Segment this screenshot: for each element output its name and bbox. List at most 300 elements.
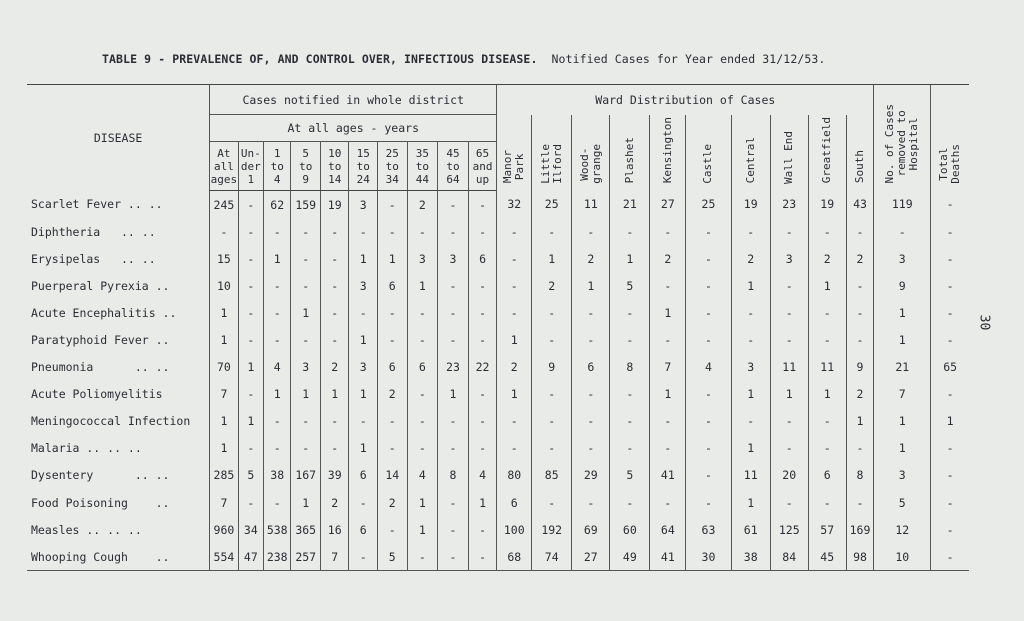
table-cell: - (808, 299, 846, 326)
disease-name: Dysentery .. .. (31, 468, 170, 483)
table-cell: - (686, 218, 731, 245)
disease-name: Meningococcal Infection (31, 414, 191, 429)
table-cell: - (407, 408, 438, 435)
table-cell: - (532, 381, 572, 408)
table-cell: 4 (263, 354, 290, 381)
table-cell: 21 (610, 191, 650, 219)
table-cell: 2 (320, 354, 349, 381)
table-cell: - (846, 299, 874, 326)
table-cell: - (931, 299, 969, 326)
table-cell: 3 (770, 245, 808, 272)
table-cell: - (650, 408, 686, 435)
ward-header: Plashet (610, 115, 650, 191)
table-cell: - (349, 408, 378, 435)
table-cell: 1 (846, 408, 874, 435)
ward-distribution-header: Ward Distribution of Cases (497, 85, 874, 115)
table-cell: 2 (497, 354, 532, 381)
table-cell: 1 (407, 489, 438, 516)
table-cell: 1 (808, 381, 846, 408)
table-cell: - (650, 272, 686, 299)
table-cell: 60 (610, 516, 650, 543)
table-cell: - (468, 543, 497, 571)
table-cell: - (407, 381, 438, 408)
table-cell: 7 (210, 489, 239, 516)
table-cell: 1 (731, 272, 770, 299)
age-group-header: 10 to 14 (320, 142, 349, 191)
table-cell: 2 (650, 245, 686, 272)
table-cell: - (263, 408, 290, 435)
table-cell: - (349, 543, 378, 571)
table-cell: - (686, 462, 731, 489)
table-cell: - (650, 326, 686, 353)
table-cell: 538 (263, 516, 290, 543)
table-cell: 1 (238, 408, 263, 435)
table-cell: - (438, 543, 469, 571)
table-cell: - (407, 326, 438, 353)
age-group-header: Un- der 1 (238, 142, 263, 191)
table-cell: - (377, 516, 407, 543)
table-cell: 1 (572, 272, 610, 299)
table-cell: 6 (349, 516, 378, 543)
cases-notified-header: Cases notified in whole district (210, 85, 497, 115)
disease-name: Puerperal Pyrexia .. (31, 278, 170, 293)
table-cell: 159 (291, 191, 321, 219)
table-cell: - (650, 435, 686, 462)
table-cell: 1 (731, 435, 770, 462)
table-cell: - (497, 272, 532, 299)
table-cell: - (320, 245, 349, 272)
table-cell: - (263, 326, 290, 353)
table-cell: - (238, 272, 263, 299)
page-number: 30 (976, 314, 992, 331)
table-cell: 70 (210, 354, 239, 381)
table-cell: - (438, 435, 469, 462)
table-row (27, 354, 969, 381)
table-cell: 1 (349, 326, 378, 353)
table-cell: - (291, 408, 321, 435)
table-cell: 19 (808, 191, 846, 219)
table-cell: - (238, 191, 263, 219)
table-cell: 23 (770, 191, 808, 219)
table-cell: - (770, 218, 808, 245)
table-cell: 64 (650, 516, 686, 543)
table-cell: - (438, 516, 469, 543)
table-cell: 1 (497, 381, 532, 408)
table-cell: - (610, 489, 650, 516)
table-cell: 11 (808, 354, 846, 381)
table-cell: - (377, 408, 407, 435)
table-cell: - (497, 299, 532, 326)
table-cell: 1 (650, 381, 686, 408)
table-cell: 21 (874, 354, 931, 381)
table-cell: 5 (610, 272, 650, 299)
table-cell: 2 (846, 245, 874, 272)
table-cell: 65 (931, 354, 969, 381)
table-cell: 1 (349, 435, 378, 462)
table-cell: 15 (210, 245, 239, 272)
table-cell: - (931, 218, 969, 245)
table-cell: - (931, 462, 969, 489)
table-cell: - (610, 408, 650, 435)
table-cell: 19 (320, 191, 349, 219)
table-cell: - (468, 326, 497, 353)
table-cell: - (572, 326, 610, 353)
ward-header: Manor Park (497, 115, 532, 191)
table-cell: 7 (874, 381, 931, 408)
table-cell: 61 (731, 516, 770, 543)
age-group-header: 45 to 64 (438, 142, 469, 191)
table-cell: - (931, 489, 969, 516)
table-cell: - (770, 408, 808, 435)
table-cell: 11 (572, 191, 610, 219)
table-cell: - (320, 326, 349, 353)
table-cell: - (438, 408, 469, 435)
table-cell: - (846, 218, 874, 245)
table-cell: 238 (263, 543, 290, 571)
table-cell: 6 (572, 354, 610, 381)
table-row (27, 218, 969, 245)
table-cell: 1 (407, 516, 438, 543)
table-row (27, 516, 969, 543)
table-row (27, 299, 969, 326)
table-cell: 1 (263, 245, 290, 272)
table-cell: - (931, 326, 969, 353)
table-cell: 29 (572, 462, 610, 489)
table-cell: - (610, 381, 650, 408)
ward-header: Kensington (650, 115, 686, 191)
table-cell: - (291, 245, 321, 272)
table-cell: - (686, 245, 731, 272)
table-cell: 2 (846, 381, 874, 408)
disease-name: Malaria .. .. .. (31, 441, 142, 456)
table-cell: 1 (263, 381, 290, 408)
table-cell: - (468, 435, 497, 462)
table-cell: 45 (808, 543, 846, 571)
table-cell: 1 (238, 354, 263, 381)
table-row (27, 408, 969, 435)
table-cell: 57 (808, 516, 846, 543)
table-cell: 63 (686, 516, 731, 543)
total-deaths-header: Total Deaths (931, 85, 969, 191)
table-cell: 1 (210, 408, 239, 435)
table-cell: - (349, 299, 378, 326)
table-cell: 1 (808, 272, 846, 299)
table-cell: - (610, 299, 650, 326)
table-cell: - (238, 381, 263, 408)
ward-header: Wood- grange (572, 115, 610, 191)
table-cell: - (263, 435, 290, 462)
table-cell: 3 (438, 245, 469, 272)
table-cell: - (808, 489, 846, 516)
table-cell: - (572, 381, 610, 408)
table-cell: 1 (407, 272, 438, 299)
table-cell: - (438, 191, 469, 219)
table-cell: 1 (468, 489, 497, 516)
table-cell: 38 (263, 462, 290, 489)
table-cell: - (291, 218, 321, 245)
disease-name: Erysipelas .. .. (31, 251, 156, 266)
table-cell: 285 (210, 462, 239, 489)
table-cell: 3 (349, 191, 378, 219)
table-cell: 1 (291, 381, 321, 408)
table-cell: 3 (874, 462, 931, 489)
table-cell: - (497, 245, 532, 272)
ward-header: Greatfield (808, 115, 846, 191)
table-cell: - (497, 435, 532, 462)
table-cell: 1 (210, 299, 239, 326)
table-cell: 167 (291, 462, 321, 489)
disease-name: Measles .. .. .. (31, 522, 142, 537)
table-cell: 10 (210, 272, 239, 299)
table-cell: - (438, 272, 469, 299)
table-cell: - (377, 435, 407, 462)
table-cell: - (610, 218, 650, 245)
table-cell: 69 (572, 516, 610, 543)
table-row (27, 462, 969, 489)
table-cell: 41 (650, 543, 686, 571)
table-cell: - (532, 218, 572, 245)
table-cell: - (731, 408, 770, 435)
disease-name: Acute Encephalitis .. (31, 305, 177, 320)
removed-to-hospital-header: No. of Cases removed to Hospital (874, 85, 931, 191)
table-cell: 10 (874, 543, 931, 571)
table-cell: - (846, 435, 874, 462)
table-cell: - (731, 218, 770, 245)
table-cell: - (210, 218, 239, 245)
table-cell: - (468, 516, 497, 543)
table-cell: 6 (497, 489, 532, 516)
infectious-disease-table (27, 84, 969, 571)
table-cell: - (438, 489, 469, 516)
table-cell: - (238, 489, 263, 516)
table-cell: 6 (349, 462, 378, 489)
table-cell: 85 (532, 462, 572, 489)
table-cell: 3 (349, 354, 378, 381)
table-cell: 14 (377, 462, 407, 489)
table-cell: 1 (291, 299, 321, 326)
table-cell: 6 (377, 354, 407, 381)
table-cell: 5 (377, 543, 407, 571)
table-cell: - (377, 299, 407, 326)
table-cell: - (407, 435, 438, 462)
table-cell: 1 (610, 245, 650, 272)
table-cell: 1 (438, 381, 469, 408)
table-cell: 2 (808, 245, 846, 272)
table-cell: - (770, 299, 808, 326)
table-cell: - (407, 299, 438, 326)
table-row (27, 381, 969, 408)
disease-name: Diphtheria .. .. (31, 224, 156, 239)
table-cell: - (349, 489, 378, 516)
table-cell: - (846, 272, 874, 299)
table-cell: 6 (808, 462, 846, 489)
table-cell: - (377, 218, 407, 245)
table-cell: 2 (320, 489, 349, 516)
table-cell: - (846, 489, 874, 516)
table-cell: 3 (874, 245, 931, 272)
table-cell: - (686, 408, 731, 435)
table-cell: - (686, 435, 731, 462)
table-cell: 7 (650, 354, 686, 381)
table-cell: 6 (407, 354, 438, 381)
age-group-header: 1 to 4 (263, 142, 290, 191)
table-cell: 84 (770, 543, 808, 571)
age-group-header: At all ages (210, 142, 239, 191)
ward-header: Central (731, 115, 770, 191)
table-cell: - (610, 435, 650, 462)
table-cell: 39 (320, 462, 349, 489)
age-group-header: 5 to 9 (291, 142, 321, 191)
table-cell: - (770, 326, 808, 353)
table-cell: 1 (497, 326, 532, 353)
table-cell: - (320, 299, 349, 326)
table-cell: - (532, 408, 572, 435)
table-cell: - (770, 489, 808, 516)
table-cell: 1 (291, 489, 321, 516)
table-cell: - (320, 218, 349, 245)
disease-name: Paratyphoid Fever .. (31, 333, 170, 348)
table-cell: 1 (931, 408, 969, 435)
ward-header: Wall End (770, 115, 808, 191)
table-cell: - (931, 435, 969, 462)
table-cell: - (468, 272, 497, 299)
table-cell: - (808, 326, 846, 353)
table-cell: 960 (210, 516, 239, 543)
table-cell: 7 (210, 381, 239, 408)
table-cell: - (349, 218, 378, 245)
table-row (27, 272, 969, 299)
table-cell: 47 (238, 543, 263, 571)
table-cell: 20 (770, 462, 808, 489)
table-cell: 74 (532, 543, 572, 571)
table-cell: 16 (320, 516, 349, 543)
table-cell: - (468, 191, 497, 219)
table-cell: 1 (874, 435, 931, 462)
table-cell: - (931, 272, 969, 299)
table-cell: - (407, 218, 438, 245)
table-row (27, 489, 969, 516)
table-cell: 9 (874, 272, 931, 299)
table-cell: 11 (770, 354, 808, 381)
table-cell: - (291, 272, 321, 299)
table-cell: 1 (320, 381, 349, 408)
table-cell: - (263, 218, 290, 245)
table-cell: 9 (846, 354, 874, 381)
table-cell: - (263, 489, 290, 516)
table-cell: 8 (846, 462, 874, 489)
table-cell: - (686, 272, 731, 299)
table-cell: 245 (210, 191, 239, 219)
table-cell: 27 (572, 543, 610, 571)
disease-name: Pneumonia .. .. (31, 360, 170, 375)
table-cell: - (686, 299, 731, 326)
table-cell: - (931, 516, 969, 543)
table-cell: 98 (846, 543, 874, 571)
table-cell: 2 (532, 272, 572, 299)
age-group-header: 35 to 44 (407, 142, 438, 191)
table-cell: - (572, 435, 610, 462)
table-cell: - (263, 272, 290, 299)
table-cell: - (497, 218, 532, 245)
table-cell: - (808, 435, 846, 462)
table-cell: 4 (686, 354, 731, 381)
table-cell: 100 (497, 516, 532, 543)
disease-header: DISEASE (27, 85, 210, 191)
table-cell: 32 (497, 191, 532, 219)
table-cell: 2 (572, 245, 610, 272)
table-cell: - (238, 245, 263, 272)
ward-header: Little Ilford (532, 115, 572, 191)
table-cell: 1 (874, 299, 931, 326)
table-cell: - (438, 326, 469, 353)
table-cell: - (320, 435, 349, 462)
table-cell: 6 (468, 245, 497, 272)
table-cell: 3 (731, 354, 770, 381)
table-cell: - (874, 218, 931, 245)
table-cell: - (532, 435, 572, 462)
table-cell: - (931, 245, 969, 272)
table-cell: 2 (377, 381, 407, 408)
table-cell: - (438, 218, 469, 245)
table-cell: - (846, 326, 874, 353)
table-cell: 80 (497, 462, 532, 489)
table-title-rest: Notified Cases for Year ended 31/12/53. (551, 52, 826, 66)
at-all-ages-years-header: At all ages - years (210, 115, 497, 142)
table-cell: 1 (349, 245, 378, 272)
table-cell: - (572, 299, 610, 326)
table-cell: 5 (238, 462, 263, 489)
table-cell: 62 (263, 191, 290, 219)
table-cell: - (468, 381, 497, 408)
table-cell: 3 (291, 354, 321, 381)
table-cell: - (468, 299, 497, 326)
table-cell: 554 (210, 543, 239, 571)
age-group-header: 25 to 34 (377, 142, 407, 191)
age-group-header: 15 to 24 (349, 142, 378, 191)
table-cell: - (572, 218, 610, 245)
table-cell: 192 (532, 516, 572, 543)
table-body (27, 191, 969, 571)
table-row (27, 191, 969, 219)
table-cell: - (931, 543, 969, 571)
table-row (27, 326, 969, 353)
table-cell: 11 (731, 462, 770, 489)
table-cell: 4 (407, 462, 438, 489)
table-cell: 27 (650, 191, 686, 219)
table-cell: 2 (377, 489, 407, 516)
table-cell: 41 (650, 462, 686, 489)
table-row (27, 245, 969, 272)
table-cell: 365 (291, 516, 321, 543)
table-cell: 49 (610, 543, 650, 571)
table-cell: 7 (320, 543, 349, 571)
table-cell: 125 (770, 516, 808, 543)
table-cell: 1 (874, 408, 931, 435)
table-cell: 43 (846, 191, 874, 219)
table-cell: 2 (731, 245, 770, 272)
disease-name: Scarlet Fever .. .. (31, 197, 163, 212)
table-cell: 68 (497, 543, 532, 571)
table-cell: 1 (770, 381, 808, 408)
table-cell: 1 (210, 435, 239, 462)
table-cell: - (731, 299, 770, 326)
ward-header: Castle (686, 115, 731, 191)
disease-name: Whooping Cough .. (27, 543, 210, 571)
table-cell: - (320, 408, 349, 435)
table-cell: - (320, 272, 349, 299)
table-cell: - (770, 435, 808, 462)
table-cell: 19 (731, 191, 770, 219)
